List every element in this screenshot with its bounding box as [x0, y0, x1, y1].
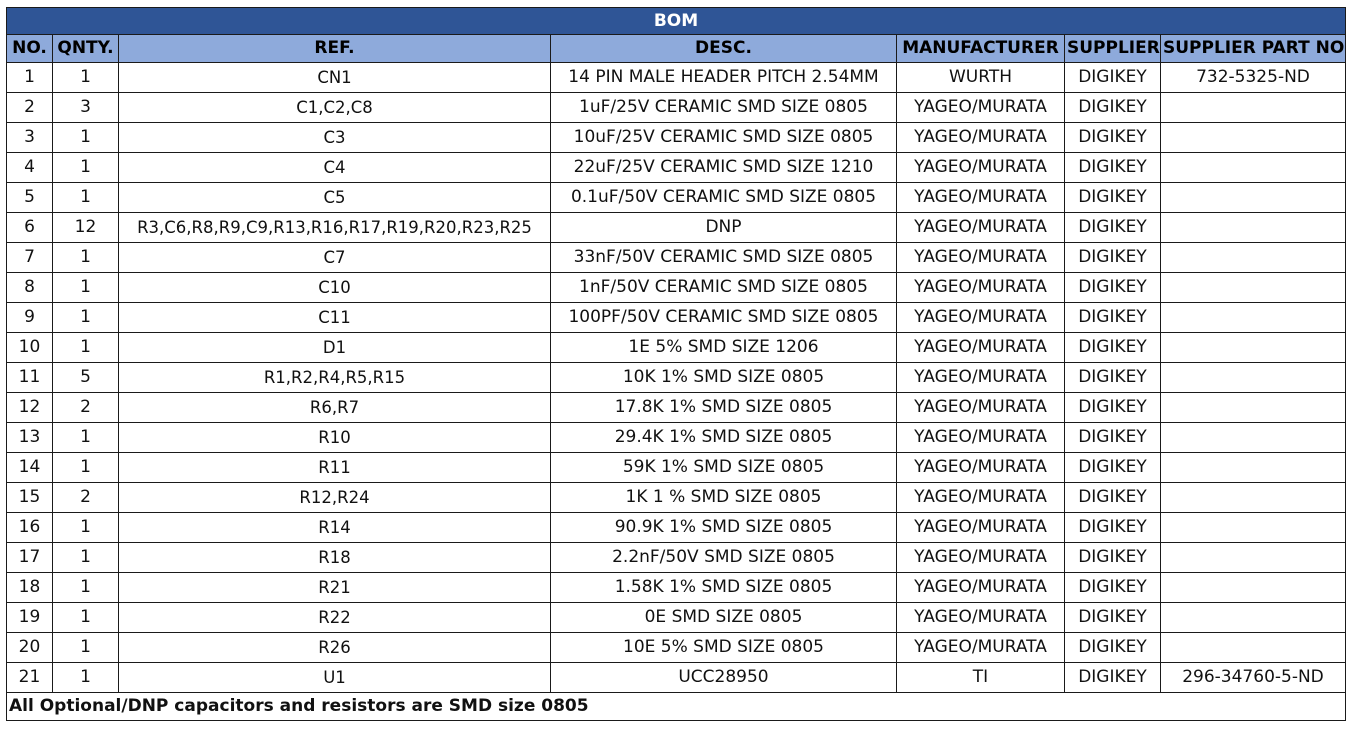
cell-supplier[interactable]: DIGIKEY: [1065, 243, 1161, 273]
cell-manufacturer[interactable]: YAGEO/MURATA: [897, 303, 1065, 333]
cell-ref[interactable]: R11: [119, 453, 551, 483]
table-row: [7, 453, 1346, 483]
cell-ref[interactable]: R18: [119, 543, 551, 573]
cell-manufacturer[interactable]: YAGEO/MURATA: [897, 483, 1065, 513]
header-no[interactable]: NO.: [7, 35, 53, 63]
bom-table: [6, 7, 1346, 721]
cell-ref[interactable]: R14: [119, 513, 551, 543]
cell-supplier[interactable]: DIGIKEY: [1065, 363, 1161, 393]
bom-sheet: [6, 7, 1345, 721]
cell-ref[interactable]: C1,C2,C8: [119, 93, 551, 123]
cell-manufacturer[interactable]: YAGEO/MURATA: [897, 123, 1065, 153]
table-row: [7, 663, 1346, 693]
cell-ref[interactable]: C7: [119, 243, 551, 273]
cell-desc[interactable]: 1uF/25V CERAMIC SMD SIZE 0805: [551, 93, 897, 123]
cell-qnty[interactable]: 2: [53, 393, 119, 423]
cell-desc[interactable]: 22uF/25V CERAMIC SMD SIZE 1210: [551, 153, 897, 183]
bom-body: [7, 63, 1346, 693]
cell-supplier[interactable]: DIGIKEY: [1065, 303, 1161, 333]
cell-desc[interactable]: 1K 1 % SMD SIZE 0805: [551, 483, 897, 513]
table-row: [7, 333, 1346, 363]
cell-desc[interactable]: 100PF/50V CERAMIC SMD SIZE 0805: [551, 303, 897, 333]
cell-no[interactable]: 7: [7, 243, 53, 273]
cell-supplier-part-no[interactable]: [1161, 393, 1346, 423]
cell-qnty[interactable]: 1: [53, 153, 119, 183]
cell-manufacturer[interactable]: YAGEO/MURATA: [897, 573, 1065, 603]
cell-supplier-part-no[interactable]: [1161, 363, 1346, 393]
cell-qnty[interactable]: 1: [53, 273, 119, 303]
cell-manufacturer[interactable]: YAGEO/MURATA: [897, 213, 1065, 243]
cell-qnty[interactable]: 1: [53, 123, 119, 153]
cell-supplier[interactable]: DIGIKEY: [1065, 483, 1161, 513]
cell-qnty[interactable]: 1: [53, 573, 119, 603]
header-supplier[interactable]: SUPPLIER: [1065, 35, 1161, 63]
cell-no[interactable]: 16: [7, 513, 53, 543]
cell-qnty[interactable]: 1: [53, 663, 119, 693]
cell-no[interactable]: 12: [7, 393, 53, 423]
cell-supplier[interactable]: DIGIKEY: [1065, 183, 1161, 213]
cell-supplier-part-no[interactable]: [1161, 303, 1346, 333]
cell-desc[interactable]: DNP: [551, 213, 897, 243]
cell-supplier-part-no[interactable]: 296-34760-5-ND: [1161, 663, 1346, 693]
table-row: [7, 303, 1346, 333]
title-row: [7, 8, 1346, 35]
cell-supplier-part-no[interactable]: [1161, 483, 1346, 513]
cell-qnty[interactable]: 1: [53, 243, 119, 273]
cell-manufacturer[interactable]: WURTH: [897, 63, 1065, 93]
cell-no[interactable]: 1: [7, 63, 53, 93]
cell-manufacturer[interactable]: YAGEO/MURATA: [897, 243, 1065, 273]
cell-ref[interactable]: C10: [119, 273, 551, 303]
cell-no[interactable]: 6: [7, 213, 53, 243]
cell-qnty[interactable]: 1: [53, 453, 119, 483]
cell-supplier-part-no[interactable]: [1161, 333, 1346, 363]
table-row: [7, 153, 1346, 183]
cell-supplier[interactable]: DIGIKEY: [1065, 513, 1161, 543]
cell-manufacturer[interactable]: YAGEO/MURATA: [897, 153, 1065, 183]
cell-ref[interactable]: C3: [119, 123, 551, 153]
cell-supplier[interactable]: DIGIKEY: [1065, 213, 1161, 243]
cell-ref[interactable]: C5: [119, 183, 551, 213]
cell-manufacturer[interactable]: TI: [897, 663, 1065, 693]
cell-desc[interactable]: 59K 1% SMD SIZE 0805: [551, 453, 897, 483]
cell-qnty[interactable]: 1: [53, 513, 119, 543]
cell-desc[interactable]: 0.1uF/50V CERAMIC SMD SIZE 0805: [551, 183, 897, 213]
table-row: [7, 603, 1346, 633]
cell-no[interactable]: 13: [7, 423, 53, 453]
cell-qnty[interactable]: 1: [53, 423, 119, 453]
cell-supplier[interactable]: DIGIKEY: [1065, 603, 1161, 633]
cell-manufacturer[interactable]: YAGEO/MURATA: [897, 603, 1065, 633]
cell-no[interactable]: 9: [7, 303, 53, 333]
table-row: [7, 123, 1346, 153]
cell-desc[interactable]: 1.58K 1% SMD SIZE 0805: [551, 573, 897, 603]
table-row: [7, 543, 1346, 573]
cell-no[interactable]: 10: [7, 333, 53, 363]
cell-supplier-part-no[interactable]: [1161, 123, 1346, 153]
table-row: [7, 393, 1346, 423]
cell-no[interactable]: 15: [7, 483, 53, 513]
cell-ref[interactable]: C4: [119, 153, 551, 183]
table-row: [7, 273, 1346, 303]
cell-qnty[interactable]: 5: [53, 363, 119, 393]
cell-supplier[interactable]: DIGIKEY: [1065, 273, 1161, 303]
cell-ref[interactable]: C11: [119, 303, 551, 333]
cell-no[interactable]: 20: [7, 633, 53, 663]
table-row: [7, 213, 1346, 243]
table-row: [7, 573, 1346, 603]
cell-no[interactable]: 11: [7, 363, 53, 393]
cell-manufacturer[interactable]: YAGEO/MURATA: [897, 513, 1065, 543]
cell-ref[interactable]: R26: [119, 633, 551, 663]
table-row: [7, 423, 1346, 453]
cell-qnty[interactable]: 3: [53, 93, 119, 123]
table-row: [7, 483, 1346, 513]
cell-ref[interactable]: R3,C6,R8,R9,C9,R13,R16,R17,R19,R20,R23,R25: [119, 213, 551, 243]
cell-ref[interactable]: R12,R24: [119, 483, 551, 513]
cell-supplier-part-no[interactable]: [1161, 573, 1346, 603]
cell-qnty[interactable]: 1: [53, 603, 119, 633]
cell-no[interactable]: 14: [7, 453, 53, 483]
cell-ref[interactable]: U1: [119, 663, 551, 693]
cell-supplier-part-no[interactable]: [1161, 633, 1346, 663]
cell-supplier-part-no[interactable]: [1161, 273, 1346, 303]
cell-ref[interactable]: R21: [119, 573, 551, 603]
cell-qnty[interactable]: 1: [53, 633, 119, 663]
cell-no[interactable]: 2: [7, 93, 53, 123]
cell-supplier[interactable]: DIGIKEY: [1065, 543, 1161, 573]
header-manufacturer[interactable]: MANUFACTURER: [897, 35, 1065, 63]
cell-supplier-part-no[interactable]: [1161, 243, 1346, 273]
cell-supplier-part-no[interactable]: [1161, 603, 1346, 633]
cell-manufacturer[interactable]: YAGEO/MURATA: [897, 633, 1065, 663]
cell-no[interactable]: 3: [7, 123, 53, 153]
cell-qnty[interactable]: 1: [53, 303, 119, 333]
cell-manufacturer[interactable]: YAGEO/MURATA: [897, 543, 1065, 573]
cell-no[interactable]: 5: [7, 183, 53, 213]
cell-supplier-part-no[interactable]: [1161, 93, 1346, 123]
cell-desc[interactable]: 10uF/25V CERAMIC SMD SIZE 0805: [551, 123, 897, 153]
cell-desc[interactable]: 17.8K 1% SMD SIZE 0805: [551, 393, 897, 423]
cell-supplier-part-no[interactable]: [1161, 513, 1346, 543]
cell-desc[interactable]: 1E 5% SMD SIZE 1206: [551, 333, 897, 363]
cell-ref[interactable]: R10: [119, 423, 551, 453]
cell-manufacturer[interactable]: YAGEO/MURATA: [897, 183, 1065, 213]
table-row: [7, 63, 1346, 93]
footer-note[interactable]: All Optional/DNP capacitors and resistors are SMD size 0805: [7, 693, 1346, 721]
cell-desc[interactable]: 33nF/50V CERAMIC SMD SIZE 0805: [551, 243, 897, 273]
cell-no[interactable]: 4: [7, 153, 53, 183]
cell-manufacturer[interactable]: YAGEO/MURATA: [897, 273, 1065, 303]
cell-ref[interactable]: R22: [119, 603, 551, 633]
cell-no[interactable]: 19: [7, 603, 53, 633]
cell-no[interactable]: 18: [7, 573, 53, 603]
cell-supplier[interactable]: DIGIKEY: [1065, 423, 1161, 453]
cell-ref[interactable]: R1,R2,R4,R5,R15: [119, 363, 551, 393]
table-row: [7, 93, 1346, 123]
cell-supplier[interactable]: DIGIKEY: [1065, 453, 1161, 483]
cell-no[interactable]: 17: [7, 543, 53, 573]
cell-desc[interactable]: 2.2nF/50V SMD SIZE 0805: [551, 543, 897, 573]
cell-ref[interactable]: CN1: [119, 63, 551, 93]
cell-manufacturer[interactable]: YAGEO/MURATA: [897, 453, 1065, 483]
cell-qnty[interactable]: 12: [53, 213, 119, 243]
cell-ref[interactable]: D1: [119, 333, 551, 363]
cell-manufacturer[interactable]: YAGEO/MURATA: [897, 93, 1065, 123]
cell-desc[interactable]: 14 PIN MALE HEADER PITCH 2.54MM: [551, 63, 897, 93]
cell-manufacturer[interactable]: YAGEO/MURATA: [897, 333, 1065, 363]
cell-manufacturer[interactable]: YAGEO/MURATA: [897, 423, 1065, 453]
table-row: [7, 633, 1346, 663]
cell-supplier-part-no[interactable]: [1161, 453, 1346, 483]
cell-no[interactable]: 21: [7, 663, 53, 693]
cell-qnty[interactable]: 1: [53, 543, 119, 573]
table-row: [7, 513, 1346, 543]
cell-desc[interactable]: 10K 1% SMD SIZE 0805: [551, 363, 897, 393]
header-desc[interactable]: DESC.: [551, 35, 897, 63]
cell-desc[interactable]: 0E SMD SIZE 0805: [551, 603, 897, 633]
cell-manufacturer[interactable]: YAGEO/MURATA: [897, 363, 1065, 393]
header-ref[interactable]: REF.: [119, 35, 551, 63]
cell-desc[interactable]: 10E 5% SMD SIZE 0805: [551, 633, 897, 663]
table-row: [7, 363, 1346, 393]
cell-supplier[interactable]: DIGIKEY: [1065, 153, 1161, 183]
header-qnty[interactable]: QNTY.: [53, 35, 119, 63]
cell-qnty[interactable]: 1: [53, 333, 119, 363]
cell-supplier-part-no[interactable]: [1161, 213, 1346, 243]
cell-no[interactable]: 8: [7, 273, 53, 303]
cell-supplier-part-no[interactable]: [1161, 423, 1346, 453]
cell-supplier[interactable]: DIGIKEY: [1065, 93, 1161, 123]
cell-supplier[interactable]: DIGIKEY: [1065, 333, 1161, 363]
table-row: [7, 183, 1346, 213]
cell-qnty[interactable]: 2: [53, 483, 119, 513]
cell-desc[interactable]: 1nF/50V CERAMIC SMD SIZE 0805: [551, 273, 897, 303]
cell-supplier-part-no[interactable]: 732-5325-ND: [1161, 63, 1346, 93]
cell-ref[interactable]: R6,R7: [119, 393, 551, 423]
cell-supplier[interactable]: DIGIKEY: [1065, 123, 1161, 153]
cell-supplier-part-no[interactable]: [1161, 153, 1346, 183]
cell-supplier[interactable]: DIGIKEY: [1065, 573, 1161, 603]
cell-manufacturer[interactable]: YAGEO/MURATA: [897, 393, 1065, 423]
header-supplier-part-no[interactable]: SUPPLIER PART NO: [1161, 35, 1346, 63]
cell-qnty[interactable]: 1: [53, 63, 119, 93]
cell-supplier[interactable]: DIGIKEY: [1065, 63, 1161, 93]
cell-qnty[interactable]: 1: [53, 183, 119, 213]
cell-supplier-part-no[interactable]: [1161, 183, 1346, 213]
cell-desc[interactable]: UCC28950: [551, 663, 897, 693]
cell-supplier[interactable]: DIGIKEY: [1065, 663, 1161, 693]
header-row: [7, 35, 1346, 63]
table-row: [7, 243, 1346, 273]
cell-desc[interactable]: 90.9K 1% SMD SIZE 0805: [551, 513, 897, 543]
cell-desc[interactable]: 29.4K 1% SMD SIZE 0805: [551, 423, 897, 453]
cell-supplier[interactable]: DIGIKEY: [1065, 633, 1161, 663]
table-title: BOM: [7, 8, 1346, 35]
footer-row: [7, 693, 1346, 721]
cell-supplier[interactable]: DIGIKEY: [1065, 393, 1161, 423]
cell-supplier-part-no[interactable]: [1161, 543, 1346, 573]
